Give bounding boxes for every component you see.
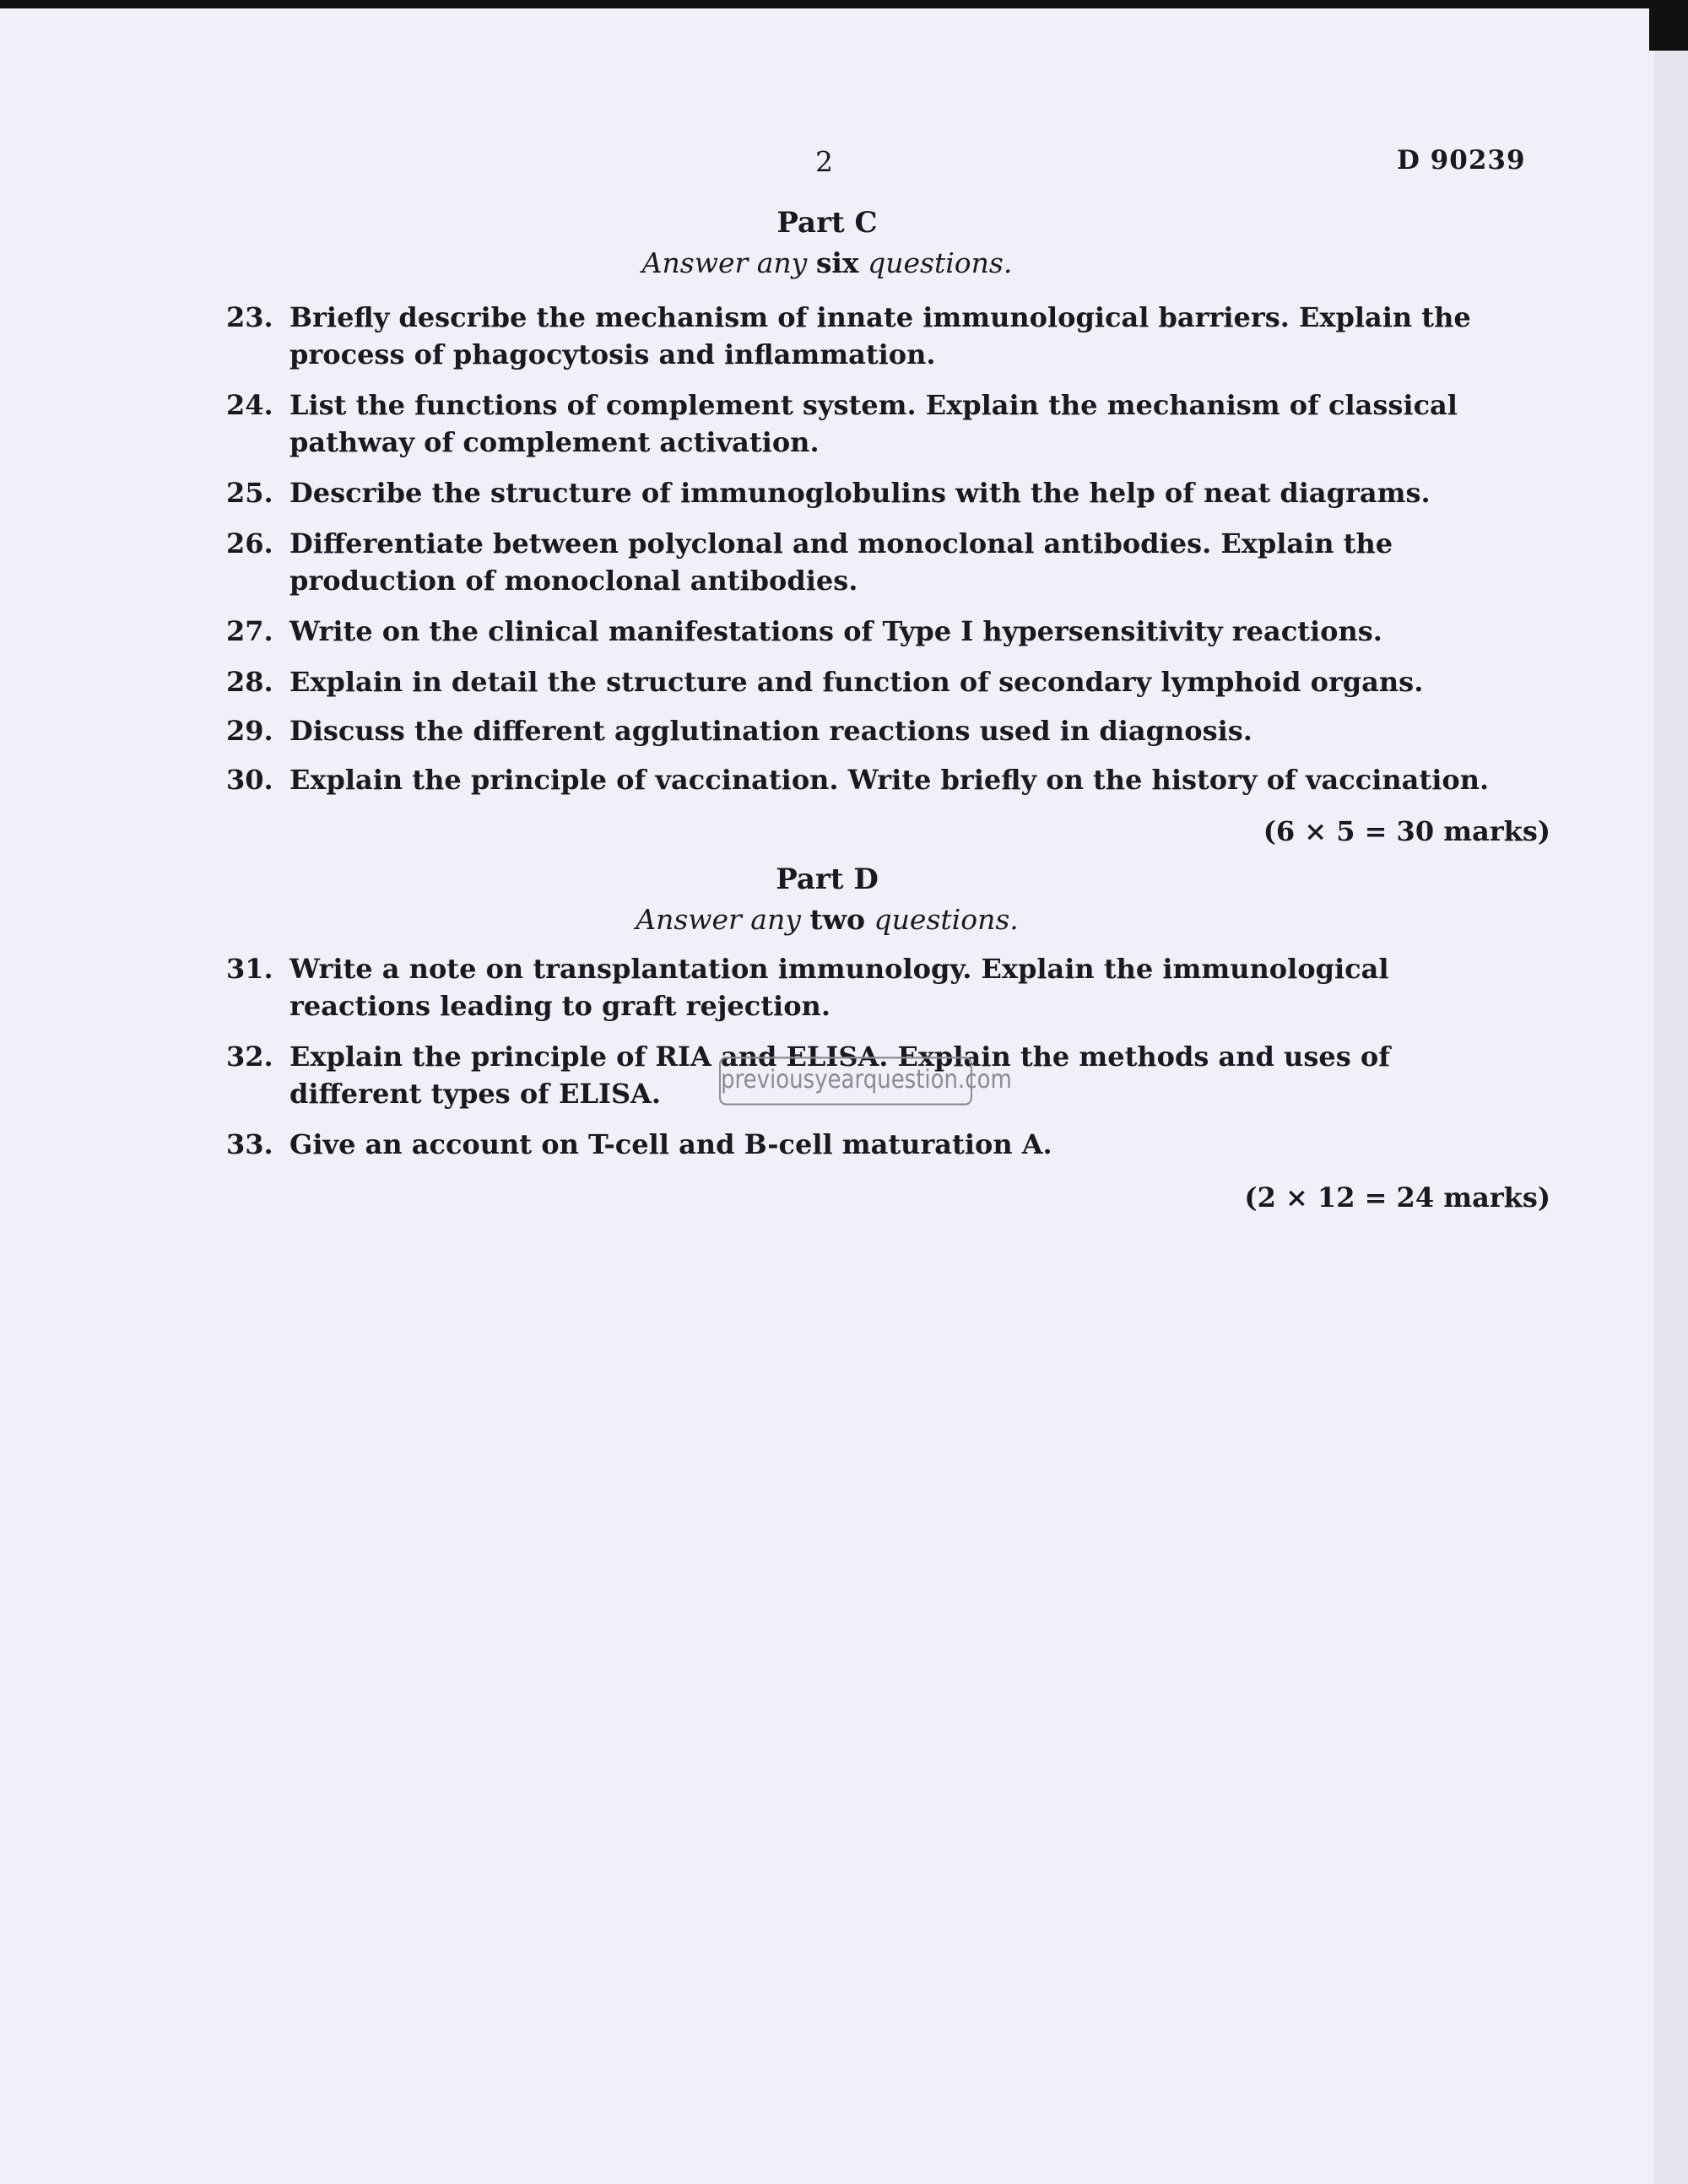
part-c-title: Part C bbox=[776, 206, 878, 240]
question-text: Write on the clinical manifestations of Type I hypersensitivity reactions. bbox=[289, 615, 1382, 647]
part-d-marks: (2 × 12 = 24 marks) bbox=[1244, 1181, 1550, 1214]
question-28 bbox=[226, 663, 1518, 700]
question-23 bbox=[226, 299, 1518, 373]
question-31 bbox=[226, 950, 1518, 1024]
question-text: Explain the principle of vaccination. Write briefly on the history of vaccination. bbox=[289, 764, 1490, 796]
question-number: 31. bbox=[226, 953, 273, 985]
part-d-instruction bbox=[0, 903, 1654, 936]
question-text: Differentiate between polyclonal and monoclonal antibodies. Explain the production of monoclonal antibodies. bbox=[289, 527, 1393, 597]
question-25 bbox=[226, 474, 1518, 511]
question-number: 29. bbox=[226, 715, 273, 747]
question-33 bbox=[226, 1126, 1518, 1163]
page-number: 2 bbox=[815, 145, 833, 178]
scan-right-margin bbox=[1654, 51, 1688, 2184]
question-27 bbox=[226, 613, 1518, 650]
scan-corner bbox=[1649, 0, 1688, 51]
question-number: 30. bbox=[226, 764, 273, 796]
question-text: Explain in detail the structure and function of secondary lymphoid organs. bbox=[289, 666, 1424, 698]
question-24 bbox=[226, 387, 1518, 461]
question-text: Explain the principle of RIA and ELISA. Explain the methods and uses of different types of ELISA. bbox=[289, 1041, 1390, 1110]
question-number: 25. bbox=[226, 477, 273, 509]
scan-top-edge bbox=[0, 0, 1688, 8]
question-29 bbox=[226, 712, 1518, 749]
part-d-title: Part D bbox=[776, 862, 879, 896]
question-number: 24. bbox=[226, 389, 273, 421]
question-number: 28. bbox=[226, 666, 273, 698]
question-text: Write a note on transplantation immunology. Explain the immunological reactions leading to graft rejection. bbox=[289, 953, 1389, 1022]
question-number: 33. bbox=[226, 1128, 273, 1160]
question-number: 32. bbox=[226, 1041, 273, 1073]
question-number: 23. bbox=[226, 301, 273, 333]
question-text: Describe the structure of immunoglobulins with the help of neat diagrams. bbox=[289, 477, 1431, 509]
question-26 bbox=[226, 525, 1518, 599]
question-text: Briefly describe the mechanism of innate immunological barriers. Explain the process of phagocytosis and inflammation. bbox=[289, 301, 1471, 370]
instruction-prefix: Answer any bbox=[641, 246, 808, 279]
question-number: 26. bbox=[226, 527, 273, 560]
instruction-suffix: questions. bbox=[874, 903, 1019, 936]
instruction-count: two bbox=[809, 903, 866, 936]
instruction-prefix: Answer any bbox=[636, 903, 801, 936]
question-number: 27. bbox=[226, 615, 273, 647]
instruction-suffix: questions. bbox=[868, 246, 1013, 279]
paper-code: D 90239 bbox=[1397, 145, 1526, 176]
question-30 bbox=[226, 761, 1518, 798]
question-text: List the functions of complement system. Explain the mechanism of classical pathway of complement activation. bbox=[289, 389, 1458, 458]
watermark-stamp: previousyearquestion.com bbox=[719, 1057, 972, 1106]
part-c-marks: (6 × 5 = 30 marks) bbox=[1263, 815, 1550, 847]
question-text: Give an account on T-cell and B-cell maturation A. bbox=[289, 1128, 1052, 1160]
part-c-instruction bbox=[0, 246, 1654, 279]
question-text: Discuss the different agglutination reactions used in diagnosis. bbox=[289, 715, 1252, 747]
instruction-count: six bbox=[815, 246, 859, 279]
